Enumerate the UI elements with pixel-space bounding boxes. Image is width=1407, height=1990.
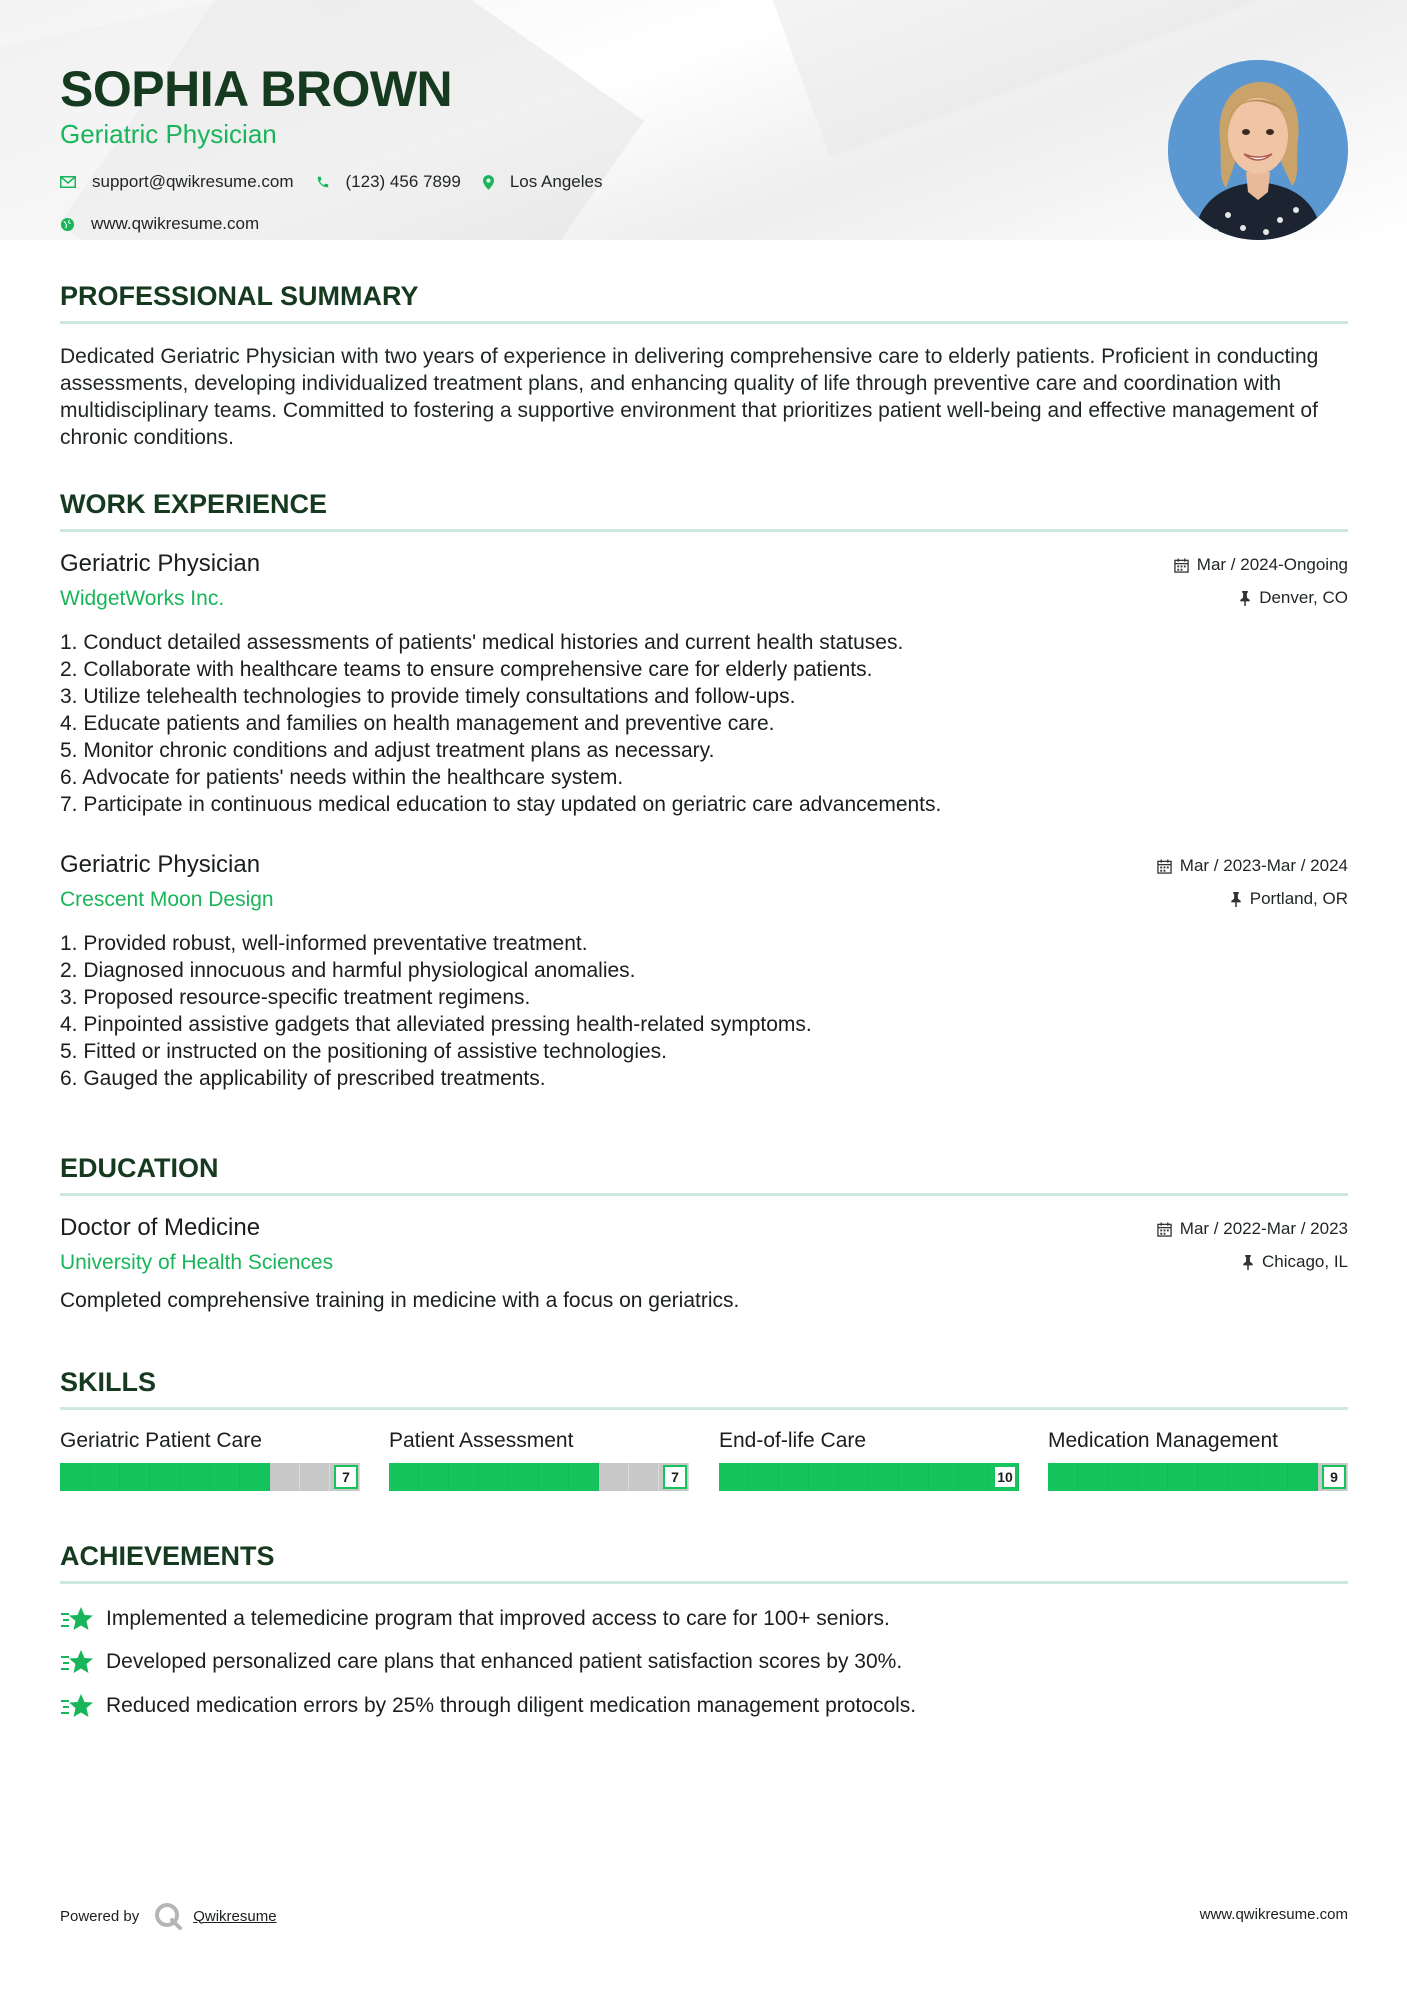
skill-segment-filled: [1228, 1463, 1258, 1491]
section-divider: [60, 1407, 1348, 1410]
skill-segment-filled: [899, 1463, 929, 1491]
skill-name: End-of-life Care: [719, 1429, 867, 1452]
job-date-text: Mar / 2024-Ongoing: [1196, 555, 1348, 574]
skill-level-bar: [389, 1463, 689, 1491]
skill-segment-filled: [959, 1463, 989, 1491]
summary-text: Dedicated Geriatric Physician with two years of experience in delivering comprehensive care to elderly patients. Proficient in conducting assessments, developing individualized treatment plans, and enhancing quality of life through preventive care and coordination with multidisciplinary teams. Committed to fostering a supportive environment that prioritizes patient well-being and effective management of chronic conditions.: [60, 345, 1319, 449]
skill-segment-filled: [749, 1463, 779, 1491]
skill-segment-filled: [509, 1463, 539, 1491]
skill-segment-filled: [1138, 1463, 1168, 1491]
job-duties: [60, 930, 812, 1092]
achievement-text: Implemented a telemedicine program that improved access to care for 100+ seniors.: [106, 1607, 890, 1630]
job-location-text: Portland, OR: [1249, 889, 1348, 908]
skill-item: [719, 1429, 1019, 1491]
skill-level-badge: 7: [334, 1465, 358, 1489]
job-date-text: Mar / 2023-Mar / 2024: [1179, 856, 1348, 875]
skill-segment-empty: [270, 1463, 300, 1491]
candidate-name: SOPHIA BROWN: [60, 61, 453, 117]
calendar-icon: [1157, 1222, 1172, 1237]
skill-level-badge: 7: [663, 1465, 687, 1489]
skill-level-bar: [1048, 1463, 1348, 1491]
list-item: 3. Utilize telehealth technologies to provide timely consultations and follow-ups.: [60, 685, 796, 708]
skill-level-bar: [719, 1463, 1019, 1491]
skill-segment-filled: [719, 1463, 749, 1491]
achievement-text: Reduced medication errors by 25% through diligent medication management protocols.: [106, 1694, 917, 1717]
job-role: Geriatric Physician: [60, 550, 261, 577]
footer-powered-by: [60, 1901, 277, 1931]
skill-segment-empty: [599, 1463, 629, 1491]
contact-row: [60, 172, 624, 192]
skill-segment-filled: [419, 1463, 449, 1491]
skill-item: [389, 1429, 689, 1491]
skill-level-badge: 9: [1322, 1465, 1346, 1489]
job-duties: [60, 629, 941, 818]
skill-segment-filled: [869, 1463, 899, 1491]
star-award-icon: [60, 1692, 94, 1720]
section-divider: [60, 1581, 1348, 1584]
skill-segment-filled: [180, 1463, 210, 1491]
skill-name: Patient Assessment: [389, 1429, 574, 1452]
education-degree: Doctor of Medicine: [60, 1214, 261, 1241]
section-title-experience: WORK EXPERIENCE: [60, 489, 328, 519]
skill-segment-filled: [1258, 1463, 1288, 1491]
section-title-achievements: ACHIEVEMENTS: [60, 1541, 275, 1571]
qwikresume-logo-icon: [153, 1901, 183, 1931]
skill-segment-filled: [809, 1463, 839, 1491]
achievement-text: Developed personalized care plans that enhanced patient satisfaction scores by 30%.: [106, 1650, 903, 1673]
globe-icon: [60, 217, 75, 232]
footer-website[interactable]: www.qwikresume.com: [1199, 1906, 1348, 1923]
skill-item: [1048, 1429, 1348, 1491]
list-item: 7. Participate in continuous medical education to stay updated on geriatric care advancements.: [60, 793, 942, 816]
contact-email[interactable]: [60, 172, 294, 192]
skill-name: Geriatric Patient Care: [60, 1429, 262, 1452]
skill-segment-filled: [210, 1463, 240, 1491]
skill-segment-filled: [389, 1463, 419, 1491]
calendar-icon: [1174, 558, 1189, 573]
skill-segment-filled: [1108, 1463, 1138, 1491]
powered-by-text: Powered by: [60, 1907, 140, 1925]
section-divider: [60, 1193, 1348, 1196]
skill-segment-filled: [90, 1463, 120, 1491]
qwikresume-link[interactable]: Qwikresume: [193, 1907, 277, 1925]
job-role: Geriatric Physician: [60, 851, 261, 878]
email-text: support@qwikresume.com: [92, 172, 294, 191]
skill-segment-filled: [1288, 1463, 1318, 1491]
skill-segment-filled: [1198, 1463, 1228, 1491]
achievement-item: [60, 1648, 902, 1676]
list-item: 5. Monitor chronic conditions and adjust treatment plans as necessary.: [60, 739, 715, 762]
contact-row-website: [60, 214, 281, 234]
education-location-text: Chicago, IL: [1262, 1252, 1348, 1271]
map-pin-icon: [483, 175, 494, 190]
job-location-text: Denver, CO: [1259, 588, 1348, 607]
star-award-icon: [60, 1605, 94, 1633]
skill-segment-filled: [240, 1463, 270, 1491]
skill-segment-filled: [1048, 1463, 1078, 1491]
list-item: 4. Educate patients and families on health management and preventive care.: [60, 712, 775, 735]
education-location: [1242, 1252, 1348, 1272]
phone-icon: [316, 175, 330, 189]
list-item: 1. Conduct detailed assessments of patients' medical histories and current health statuses.: [60, 631, 904, 654]
skill-level-bar: [60, 1463, 360, 1491]
job-location: [1239, 588, 1348, 608]
skill-item: [60, 1429, 360, 1491]
calendar-icon: [1157, 859, 1172, 874]
envelope-icon: [60, 176, 76, 188]
star-award-icon: [60, 1648, 94, 1676]
list-item: 1. Provided robust, well-informed preventative treatment.: [60, 932, 588, 955]
skill-segment-filled: [120, 1463, 150, 1491]
skill-level-badge: 10: [993, 1465, 1017, 1489]
phone-text: (123) 456 7899: [345, 172, 461, 191]
skill-segment-filled: [60, 1463, 90, 1491]
website-text: www.qwikresume.com: [91, 214, 260, 233]
section-title-skills: SKILLS: [60, 1367, 157, 1397]
education-date: [1157, 1219, 1348, 1239]
education-description: Completed comprehensive training in medicine with a focus on geriatrics.: [60, 1289, 740, 1312]
skill-segment-filled: [1168, 1463, 1198, 1491]
job-date: [1157, 856, 1348, 876]
education-school: University of Health Sciences: [60, 1251, 334, 1274]
avatar-illustration: [1168, 60, 1348, 240]
pushpin-icon: [1230, 892, 1242, 907]
contact-phone[interactable]: [316, 172, 461, 192]
section-divider: [60, 529, 1348, 532]
candidate-title: Geriatric Physician: [60, 119, 277, 149]
section-divider: [60, 321, 1348, 324]
skill-segment-filled: [1078, 1463, 1108, 1491]
achievement-item: [60, 1605, 890, 1633]
profile-photo: [1168, 60, 1348, 240]
list-item: 5. Fitted or instructed on the positioning of assistive technologies.: [60, 1040, 668, 1063]
list-item: 6. Advocate for patients' needs within the healthcare system.: [60, 766, 624, 789]
job-location: [1230, 889, 1348, 909]
section-title-summary: PROFESSIONAL SUMMARY: [60, 281, 419, 311]
skill-segment-filled: [539, 1463, 569, 1491]
section-title-education: EDUCATION: [60, 1153, 219, 1183]
skill-name: Medication Management: [1048, 1429, 1278, 1452]
location-text: Los Angeles: [509, 172, 603, 191]
skill-segment-filled: [779, 1463, 809, 1491]
job-company: Crescent Moon Design: [60, 888, 274, 911]
skill-segment-empty: [629, 1463, 659, 1491]
list-item: 4. Pinpointed assistive gadgets that alleviated pressing health-related symptoms.: [60, 1013, 812, 1036]
list-item: 2. Diagnosed innocuous and harmful physiological anomalies.: [60, 959, 636, 982]
list-item: 3. Proposed resource-specific treatment regimens.: [60, 986, 531, 1009]
skill-segment-filled: [150, 1463, 180, 1491]
skill-segment-filled: [449, 1463, 479, 1491]
pushpin-icon: [1242, 1255, 1254, 1270]
contact-location: [483, 172, 603, 192]
job-date: [1174, 555, 1348, 575]
education-date-text: Mar / 2022-Mar / 2023: [1179, 1219, 1348, 1238]
pushpin-icon: [1239, 591, 1251, 606]
skill-segment-filled: [479, 1463, 509, 1491]
list-item: 2. Collaborate with healthcare teams to ensure comprehensive care for elderly patients.: [60, 658, 873, 681]
achievement-item: [60, 1692, 916, 1720]
list-item: 6. Gauged the applicability of prescribed treatments.: [60, 1067, 546, 1090]
job-company: WidgetWorks Inc.: [60, 587, 225, 610]
skill-segment-filled: [929, 1463, 959, 1491]
skill-segment-filled: [839, 1463, 869, 1491]
skill-segment-filled: [569, 1463, 599, 1491]
skill-segment-empty: [300, 1463, 330, 1491]
contact-website[interactable]: [60, 214, 259, 234]
